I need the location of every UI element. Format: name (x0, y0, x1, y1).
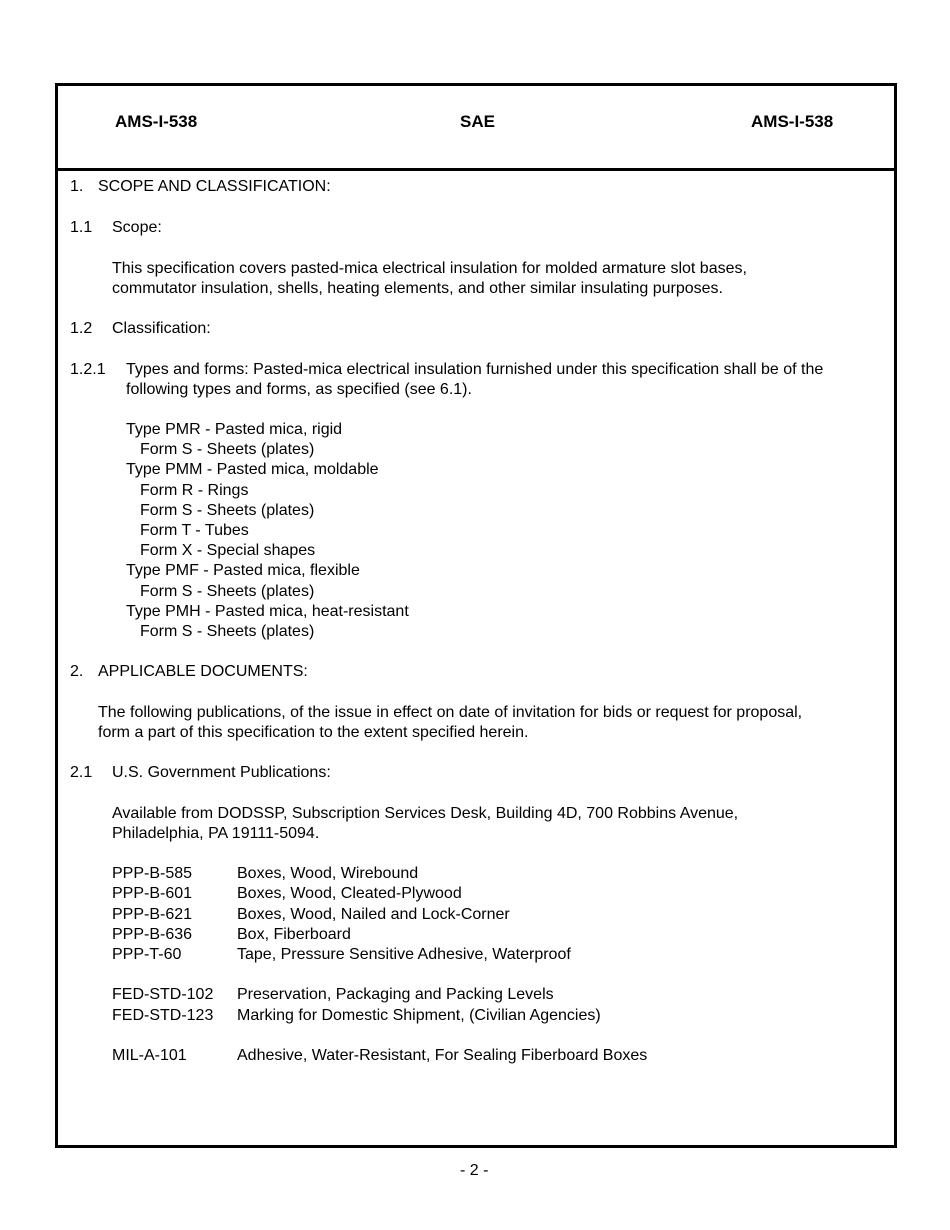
types-para-line-2: following types and forms, as specified (see 6.1). (126, 381, 472, 398)
section-2-1-title: U.S. Government Publications: (112, 764, 331, 781)
doc-code: MIL-A-101 (112, 1047, 187, 1064)
form-item: Form S - Sheets (plates) (140, 583, 315, 600)
section-1-1-title: Scope: (112, 219, 162, 236)
types-para-line-1: Types and forms: Pasted-mica electrical insulation furnished under this specification shall be of the (126, 361, 824, 378)
doc-title: Adhesive, Water-Resistant, For Sealing Fiberboard Boxes (237, 1047, 648, 1064)
doc-code: PPP-B-636 (112, 926, 193, 943)
doc-code: FED-STD-102 (112, 986, 214, 1003)
form-item: Form S - Sheets (plates) (140, 502, 315, 519)
documents-para-line-1: The following publications, of the issue in effect on date of invitation for bids or request for proposal, (98, 704, 803, 721)
section-1-title: SCOPE AND CLASSIFICATION: (98, 178, 331, 195)
doc-title: Preservation, Packaging and Packing Levels (237, 986, 554, 1003)
doc-code: PPP-B-585 (112, 865, 193, 882)
doc-title: Boxes, Wood, Wirebound (237, 865, 419, 882)
header-doc-id-left: AMS-I-538 (115, 112, 198, 131)
scope-para-line-2: commutator insulation, shells, heating elements, and other similar insulating purposes. (112, 280, 723, 297)
form-item: Form T - Tubes (140, 522, 249, 539)
section-1-2-number: 1.2 (70, 320, 93, 337)
doc-code: PPP-B-621 (112, 906, 193, 923)
doc-code: PPP-B-601 (112, 885, 193, 902)
type-item: Type PMM - Pasted mica, moldable (126, 461, 379, 478)
section-2-title: APPLICABLE DOCUMENTS: (98, 663, 308, 680)
form-item: Form S - Sheets (plates) (140, 623, 315, 640)
section-1-number: 1. (70, 178, 84, 195)
page-number: - 2 - (460, 1162, 489, 1179)
section-1-2-1-number: 1.2.1 (70, 361, 106, 378)
doc-title: Boxes, Wood, Nailed and Lock-Corner (237, 906, 510, 923)
header-doc-id-right: AMS-I-538 (751, 112, 834, 131)
documents-para-line-2: form a part of this specification to the extent specified herein. (98, 724, 529, 741)
type-item: Type PMR - Pasted mica, rigid (126, 421, 343, 438)
doc-code: PPP-T-60 (112, 946, 182, 963)
type-item: Type PMH - Pasted mica, heat-resistant (126, 603, 409, 620)
page-header (58, 86, 894, 171)
section-2-1-number: 2.1 (70, 764, 93, 781)
form-item: Form X - Special shapes (140, 542, 316, 559)
doc-code: FED-STD-123 (112, 1007, 214, 1024)
form-item: Form R - Rings (140, 482, 249, 499)
scope-para-line-1: This specification covers pasted-mica electrical insulation for molded armature slot bases, (112, 260, 747, 277)
section-2-number: 2. (70, 663, 84, 680)
type-item: Type PMF - Pasted mica, flexible (126, 562, 360, 579)
doc-title: Marking for Domestic Shipment, (Civilian Agencies) (237, 1007, 601, 1024)
section-1-1-number: 1.1 (70, 219, 93, 236)
doc-title: Boxes, Wood, Cleated-Plywood (237, 885, 462, 902)
header-org: SAE (460, 112, 495, 131)
doc-title: Tape, Pressure Sensitive Adhesive, Waterproof (237, 946, 571, 963)
availability-line-1: Available from DODSSP, Subscription Services Desk, Building 4D, 700 Robbins Avenue, (112, 805, 739, 822)
doc-title: Box, Fiberboard (237, 926, 351, 943)
availability-line-2: Philadelphia, PA 19111-5094. (112, 825, 320, 842)
form-item: Form S - Sheets (plates) (140, 441, 315, 458)
section-1-2-title: Classification: (112, 320, 211, 337)
